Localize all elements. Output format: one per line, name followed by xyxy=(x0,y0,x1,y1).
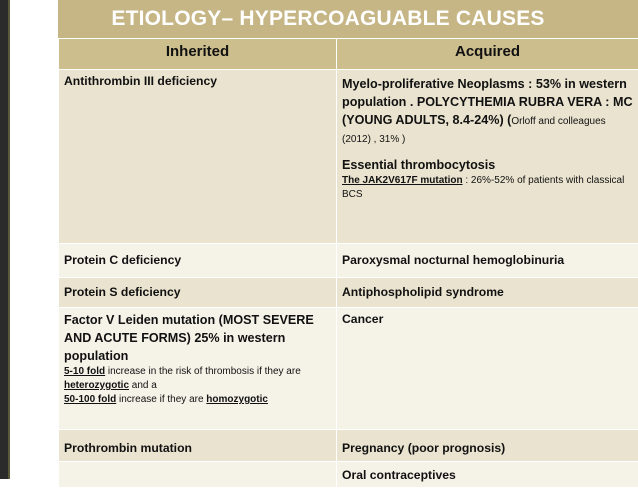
heterozygotic: heterozygotic xyxy=(64,380,129,391)
homozygotic: homozygotic xyxy=(206,394,268,405)
causes-table xyxy=(58,38,638,488)
cell-inherited xyxy=(59,462,337,488)
title-bar xyxy=(58,0,638,38)
cell-inherited xyxy=(59,308,337,430)
header-inherited: Inherited xyxy=(59,39,337,70)
table-row xyxy=(59,308,638,430)
jak2-note xyxy=(342,174,633,202)
fold-2-rest: increase if they are xyxy=(116,394,206,405)
factor-v-text: Factor V Leiden mutation (MOST SEVERE AND ACUTE FORMS) 25% in western population xyxy=(64,311,331,365)
table-row xyxy=(59,278,638,308)
citation: Orloff and colleagues (2012) , 31% ) xyxy=(342,116,606,145)
cell-acquired: Cancer xyxy=(337,308,638,430)
header-acquired: Acquired xyxy=(337,39,638,70)
table-row xyxy=(59,244,638,278)
fold-2: 50-100 fold xyxy=(64,394,116,405)
cell-acquired: Pregnancy (poor prognosis) xyxy=(337,430,638,462)
spacer xyxy=(342,147,633,156)
left-accent-line xyxy=(8,0,10,479)
cell-inherited: Antithrombin III deficiency xyxy=(59,70,337,244)
factor-v-note xyxy=(64,365,331,407)
cell-inherited: Protein C deficiency xyxy=(59,244,337,278)
cell-acquired: Paroxysmal nocturnal hemoglobinuria xyxy=(337,244,638,278)
fold-1: 5-10 fold xyxy=(64,366,105,377)
table-row xyxy=(59,462,638,488)
table-header-row xyxy=(59,39,638,70)
jak2-rest: : 26%-52% of patients with classical BCS xyxy=(342,175,624,200)
table-row xyxy=(59,430,638,462)
jak2-mutation: The JAK2V617F mutation xyxy=(342,175,463,186)
cell-inherited: Prothrombin mutation xyxy=(59,430,337,462)
paren: ( xyxy=(507,113,511,127)
mpn-text: Myelo-proliferative Neoplasms : 53% in western population . POLYCYTHEMIA RUBRA VERA : MC (YOUNG ADULTS, 8.4-24%) xyxy=(342,77,633,127)
and-a: and a xyxy=(129,380,157,391)
fold-1-rest: increase in the risk of thrombosis if they are xyxy=(105,366,301,377)
slide-title: ETIOLOGY– HYPERCOAGUABLE CAUSES xyxy=(111,7,544,31)
left-accent-bar xyxy=(0,0,8,479)
essential-thrombocytosis: Essential thrombocytosis xyxy=(342,156,633,174)
cell-acquired: Antiphospholipid syndrome xyxy=(337,278,638,308)
cell-acquired: Oral contraceptives xyxy=(337,462,638,488)
cell-acquired xyxy=(337,70,638,244)
cell-inherited: Protein S deficiency xyxy=(59,278,337,308)
table-row xyxy=(59,70,638,244)
slide xyxy=(58,0,638,479)
